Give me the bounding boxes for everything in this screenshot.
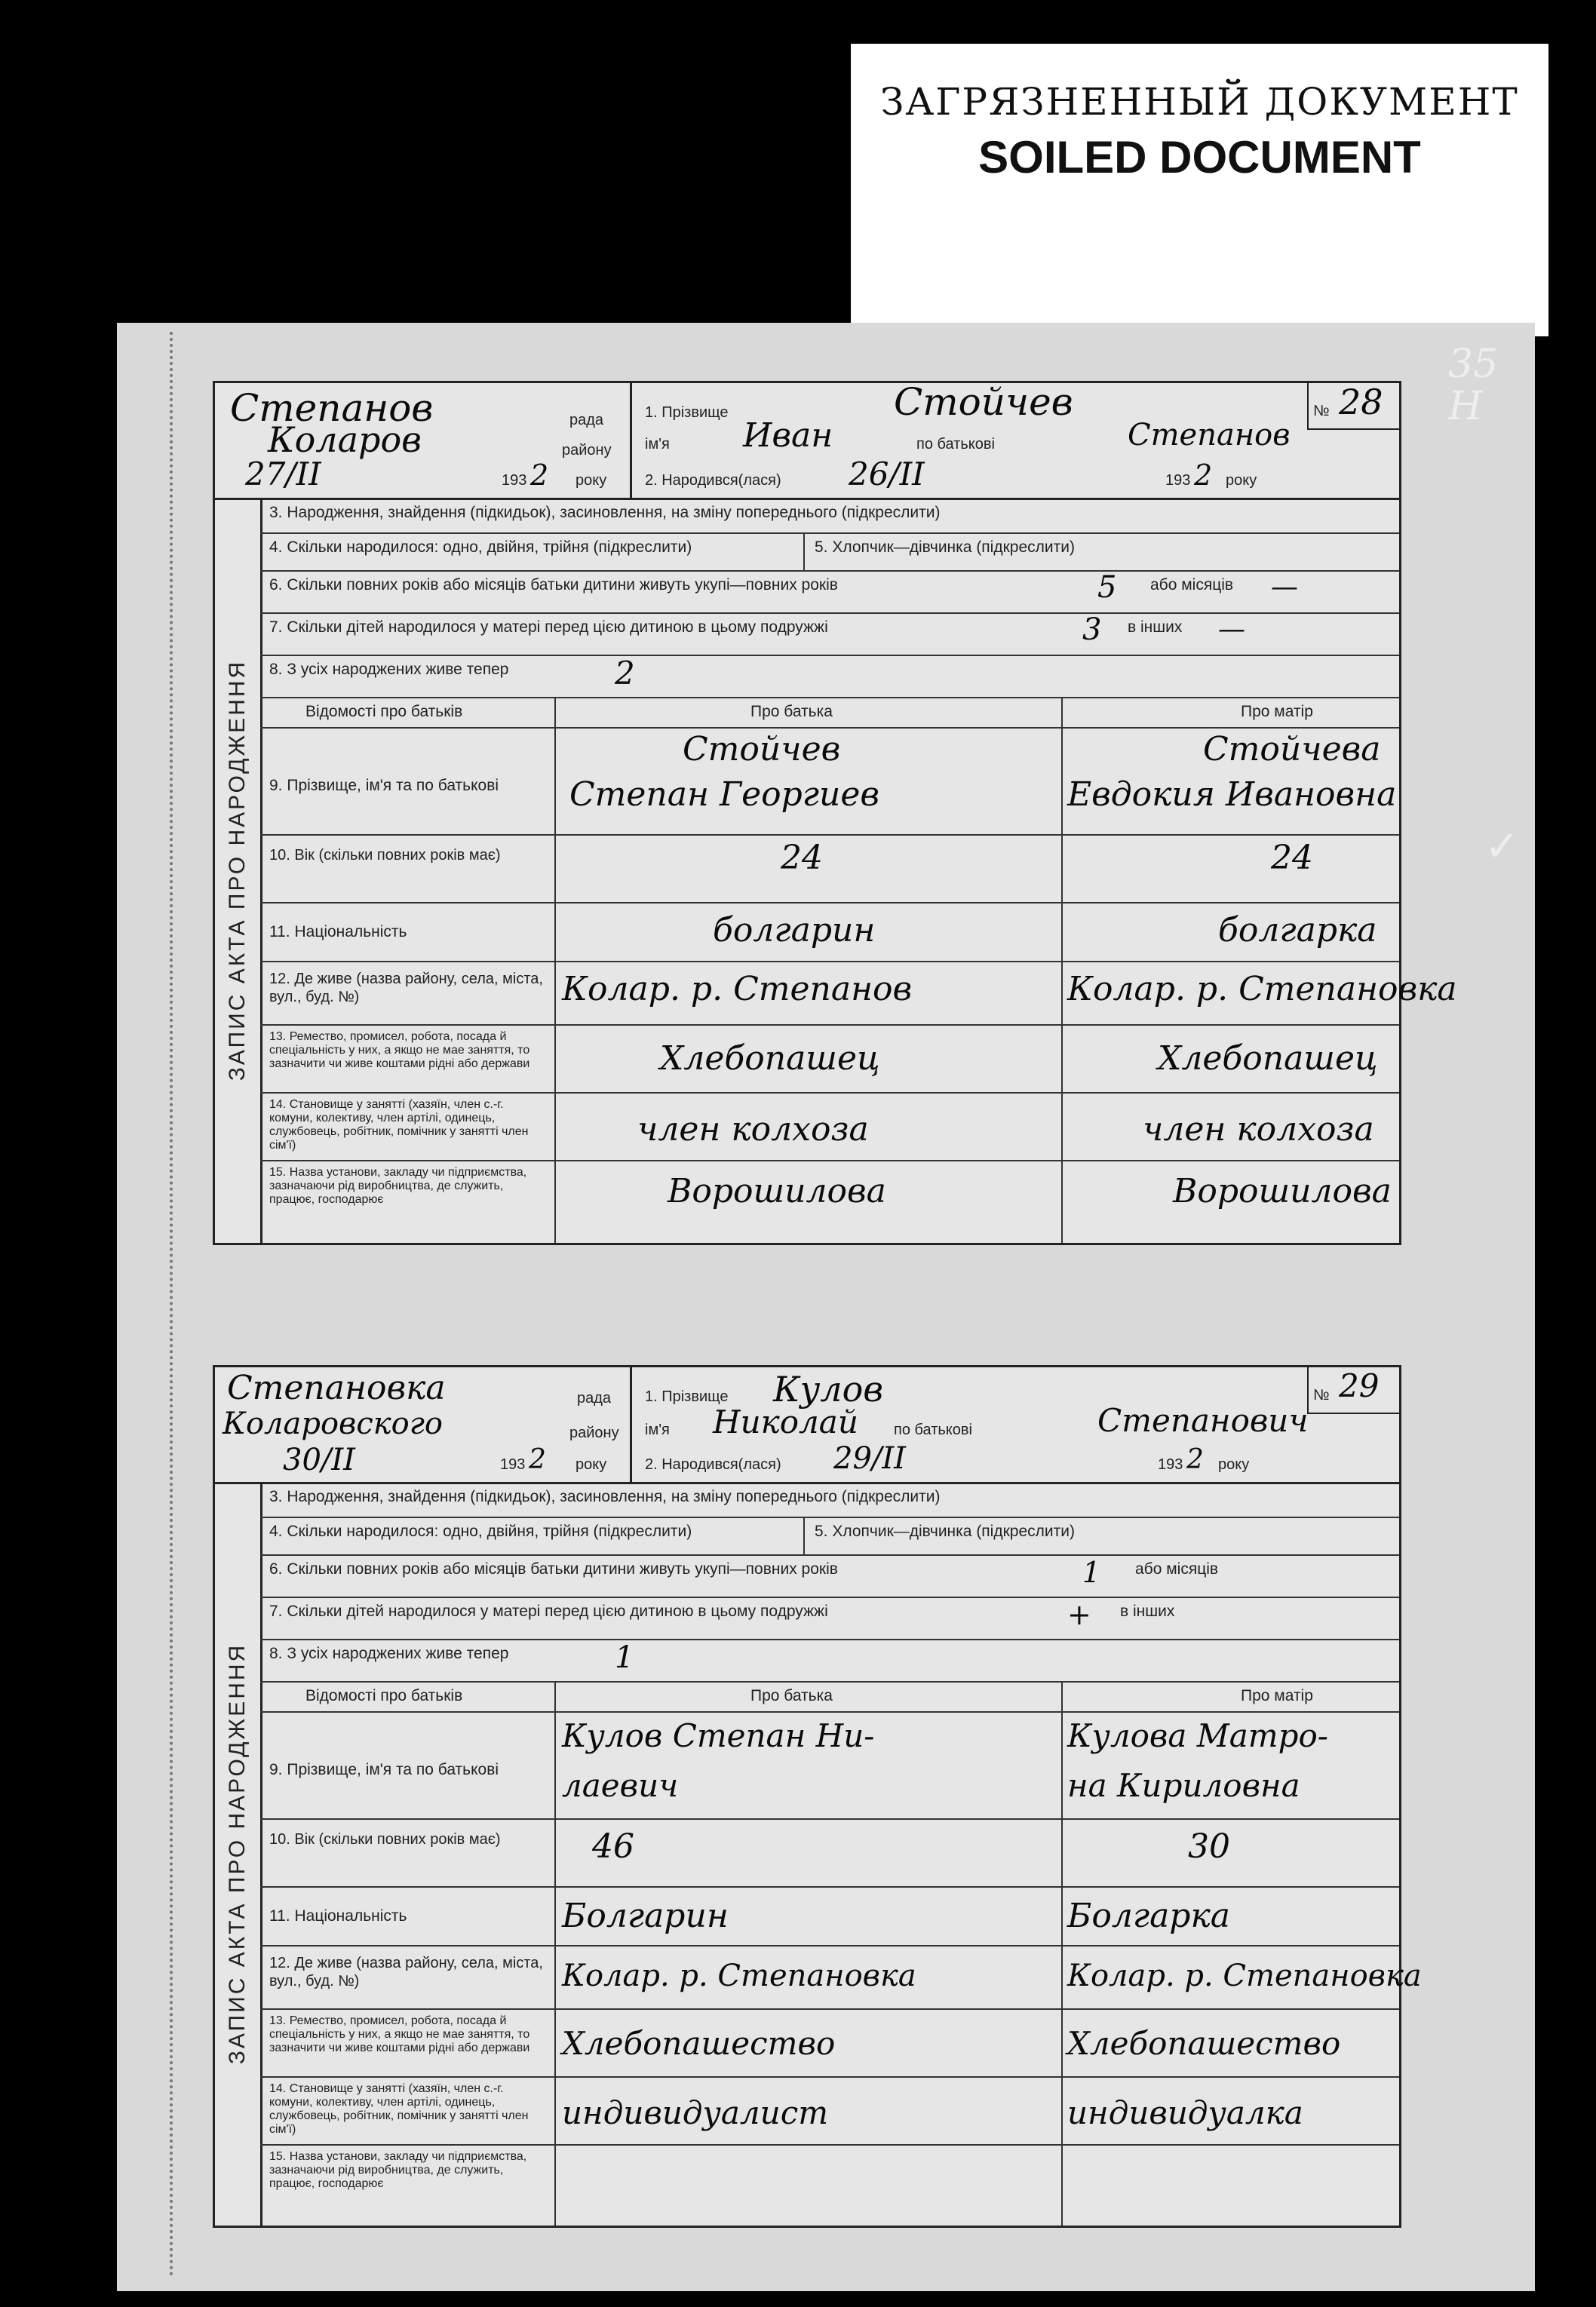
rayon-label: району: [569, 1425, 619, 1441]
rada-value: Степанов: [230, 386, 434, 430]
q15-row: 15. Назва установи, закладу чи підприємства, зазначаючи рід виробництва, де служить, працює, господарює: [269, 2150, 527, 2190]
check-mark: ✓: [1484, 822, 1520, 871]
birth-record-1: [213, 380, 1457, 1245]
born-year-digit: 2: [1194, 459, 1213, 492]
surname-label: 1. Прізвище: [645, 404, 729, 421]
col-info-header: Відомості про батьків: [305, 703, 463, 720]
q9-row: 9. Прізвище, ім'я та по батькові Кулов Степан Ни- лаевич Кулова Матро- на Кириловна: [260, 1713, 1399, 1820]
q12-row: 12. Де живе (назва району, села, міста, вул., буд. №) Колар. р. Степановка Колар. р. Степановка: [260, 1947, 1399, 2010]
q3-row: 3. Народження, знайдення (підкидьок), засиновлення, на зміну попереднього (підкреслити): [260, 1482, 1399, 1518]
q8-row: 8. З усіх народжених живе тепер 2: [260, 655, 1399, 698]
col-father-header: Про батька: [750, 1687, 833, 1704]
child-patronymic: Степанович: [1097, 1402, 1309, 1439]
q6-row: 6. Скільки повних років або місяців батьки дитини живуть укупі—повних років 1 або місяців: [260, 1554, 1399, 1598]
q4-q5-row: 4. Скільки народилося: одно, двійня, трійня (підкреслити) 5. Хлопчик—дівчинка (підкреслити): [260, 532, 1399, 572]
q13-row: 13. Ремество, промисел, робота, посада й спеціальність у них, а якщо не мае заняття, то зазначити чи живе коштами рідні або держави Хлебопашец Хлебопашец: [260, 1026, 1399, 1094]
year-digit: 2: [530, 459, 549, 492]
q15-row: 15. Назва установи, закладу чи підприємства, зазначаючи рід виробництва, де служить, працює, господарює Ворошилова Ворошилова: [269, 1166, 1392, 1210]
col-info-header: Відомості про батьків: [305, 1687, 463, 1704]
patronymic-label: по батькові: [894, 1422, 972, 1438]
q11-row: 11. Національність болгарин болгарка: [260, 903, 1399, 962]
col-father-header: Про батька: [750, 703, 833, 720]
name-label: ім'я: [645, 1422, 670, 1438]
record-number: 28: [1339, 382, 1383, 422]
parents-table: [260, 697, 1457, 1243]
q3-row: 3. Народження, знайдення (підкидьок), засиновлення, на зміну попереднього (підкреслити): [260, 498, 1399, 534]
child-name: Иван: [743, 416, 833, 455]
q13-row: 13. Ремество, промисел, робота, посада й спеціальність у них, а якщо не мае заняття, то зазначити чи живе коштами рідні або держави Хлебопашество Хлебопашество: [260, 2010, 1399, 2078]
born-year-digit: 2: [1186, 1444, 1204, 1475]
name-label: ім'я: [645, 436, 670, 453]
q10-row: 10. Вік (скільки повних років має) 46 30: [260, 1820, 1399, 1888]
child-surname: Стойчев: [894, 380, 1073, 424]
perforation-line: [170, 332, 173, 2278]
born-year-prefix: 193: [1158, 1456, 1183, 1473]
year-label: року: [575, 472, 607, 489]
q4-q5-row: 4. Скільки народилося: одно, двійня, трійня (підкреслити) 5. Хлопчик—дівчинка (підкреслити): [260, 1517, 1399, 1556]
q7-row: 7. Скільки дітей народилося у матері перед цією дитиною в цьому подружжі + в інших: [260, 1597, 1399, 1640]
birth-date: 26/II: [849, 456, 925, 492]
record-number-box: № 29: [1307, 1367, 1399, 1414]
rayon-value: Коларовского: [223, 1407, 443, 1441]
year-digit: 2: [529, 1444, 546, 1475]
rayon-label: району: [562, 442, 612, 459]
stamp-text-ua: ЗАГРЯЗНЕННЫЙ ДОКУМЕНТ: [880, 80, 1519, 124]
born-label: 2. Народився(лася): [645, 1456, 781, 1473]
year-prefix: 193: [502, 472, 527, 489]
q12-row: 12. Де живе (назва району, села, міста, вул., буд. №) Колар. р. Степанов Колар. р. Степановка: [260, 962, 1399, 1026]
q8-row: 8. З усіх народжених живе тепер 1: [260, 1639, 1399, 1683]
q11-row: 11. Національність Болгарин Болгарка: [260, 1888, 1399, 1947]
q9-row: 9. Прізвище, ім'я та по батькові Стойчев Степан Георгиев Стойчева Евдокия Ивановна: [260, 729, 1399, 836]
q14-row: 14. Становище у занятті (хазяїн, член с.-г. комуни, колективу, член артілі, одинець, службовець, робітник, помічник у занятті член сім'ї) индивидуалист индивидуалка: [260, 2078, 1399, 2146]
born-year-label: року: [1218, 1456, 1250, 1473]
born-label: 2. Народився(лася): [645, 472, 781, 489]
q10-row: 10. Вік (скільки повних років має) 24 24: [260, 836, 1399, 903]
rada-label: рада: [577, 1390, 612, 1407]
record-number: 29: [1339, 1367, 1380, 1404]
child-surname: Кулов: [773, 1369, 884, 1410]
rada-value: Степановка: [227, 1369, 446, 1407]
record-number-box: № 28: [1307, 383, 1399, 430]
year-prefix: 193: [500, 1456, 526, 1473]
born-year-label: року: [1226, 472, 1257, 489]
record-side-title: ЗАПИС АКТА ПРО НАРОДЖЕННЯ: [215, 498, 262, 1243]
child-name: Николай: [713, 1404, 858, 1440]
born-year-prefix: 193: [1165, 472, 1191, 489]
surname-label: 1. Прізвище: [645, 1388, 729, 1405]
record-header: [215, 380, 1399, 500]
registration-date: 27/II: [245, 456, 321, 492]
q7-row: 7. Скільки дітей народилося у матері перед цією дитиною в цьому подружжі 3 в інших —: [260, 612, 1399, 656]
col-mother-header: Про матір: [1241, 703, 1313, 720]
registration-date: 30/II: [283, 1443, 355, 1477]
parents-table: [260, 1681, 1422, 2226]
record-side-title: ЗАПИС АКТА ПРО НАРОДЖЕННЯ: [215, 1482, 262, 2226]
q6-row: 6. Скільки повних років або місяців батьки дитини живуть укупі—повних років 5 або місяців —: [260, 570, 1399, 614]
col-mother-header: Про матір: [1241, 1687, 1313, 1704]
patronymic-label: по батькові: [916, 436, 995, 453]
archive-page-mark: 35 H: [1448, 342, 1499, 429]
q14-row: 14. Становище у занятті (хазяїн, член с.-г. комуни, колективу, член артілі, одинець, службовець, робітник, помічник у занятті член сім'ї) член колхоза член колхоза: [260, 1094, 1399, 1161]
birth-record-2: [213, 1365, 1422, 2228]
stamp-text-en: SOILED DOCUMENT: [978, 132, 1421, 183]
rada-label: рада: [569, 412, 604, 428]
child-patronymic: Степанов: [1128, 418, 1291, 453]
rayon-value: Коларов: [268, 419, 422, 460]
birth-date: 29/II: [833, 1441, 906, 1476]
record-header: [215, 1367, 1399, 1484]
year-label: року: [575, 1456, 607, 1473]
soiled-document-stamp: [851, 44, 1548, 336]
